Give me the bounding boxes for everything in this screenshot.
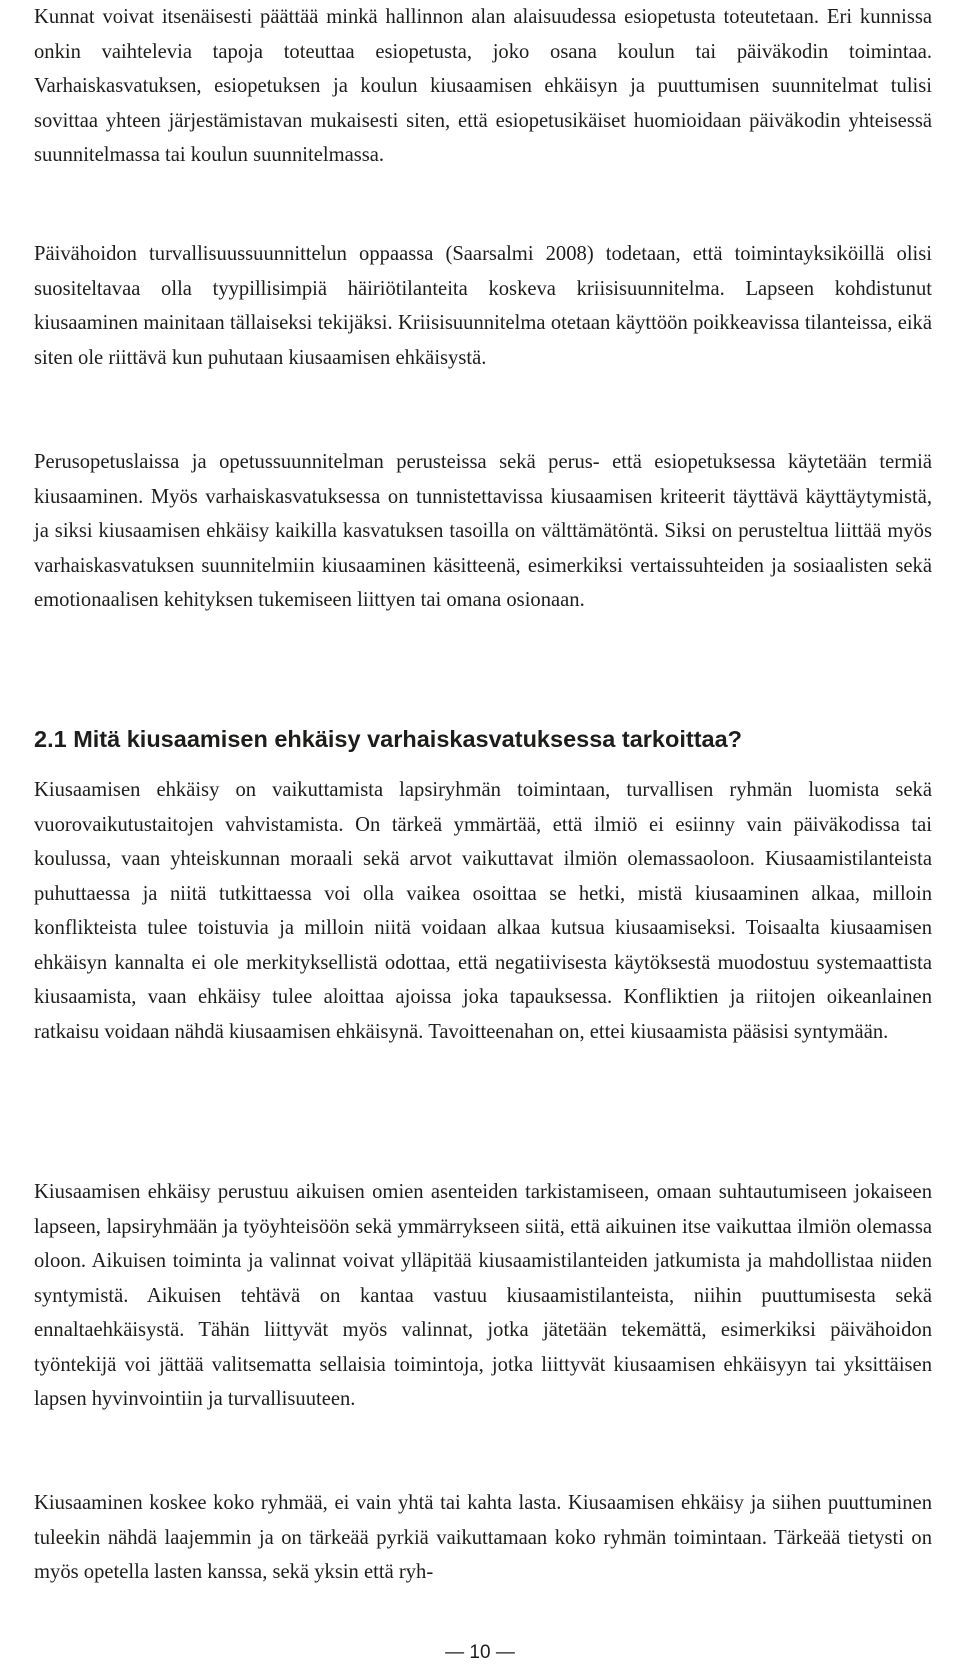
section-heading: 2.1 Mitä kiusaamisen ehkäisy varhaiskasvatuksessa tarkoittaa? — [34, 726, 743, 752]
body-paragraph: Kiusaaminen koskee koko ryhmää, ei vain yhtä tai kahta lasta. Kiusaamisen ehkäisy ja siihen puuttuminen tuleekin nähdä laajemmin ja on tärkeää pyrkiä vaikuttamaan koko ryhmän toimintaan. Tärkeää tietysti on myös opetella lasten kanssa, sekä yksin että ryh- — [34, 1492, 932, 1583]
body-paragraph: Kiusaamisen ehkäisy on vaikuttamista lapsiryhmän toimintaan, turvallisen ryhmän luomista sekä vuorovaikutustaitojen vahvistamista. On tärkeä ymmärtää, että ilmiö ei esiinny vain päiväkodissa tai koulussa, vaan yhteiskunnan moraali sekä arvot vaikuttavat ilmiön olemassaoloon. Kiusaamistilanteista puhuttaessa ja niitä tutkittaessa voi olla vaikea osoittaa se hetki, mistä kiusaaminen alkaa, milloin konflikteista tulee toistuvia ja milloin niitä voidaan alkaa kutsua kiusaamiseksi. Toisaalta kiusaamisen ehkäisyn kannalta ei ole merkityksellistä odottaa, että negatiivisesta käytöksestä muodostuu systemaattista kiusaamista, vaan ehkäisy tulee aloittaa ajoissa joka tapauksessa. Konfliktien ja riitojen oikeanlainen ratkaisu voidaan nähdä kiusaamisen ehkäisynä. Tavoitteenahan on, ettei kiusaamista pääsisi syntymään. — [34, 779, 932, 1043]
body-paragraph: Kiusaamisen ehkäisy perustuu aikuisen omien asenteiden tarkistamiseen, omaan suhtautumiseen jokaiseen lapseen, lapsiryhmään ja työyhteisöön sekä ymmärrykseen siitä, että aikuinen itse vaikuttaa ilmiön olemassa oloon. Aikuisen toiminta ja valinnat voivat ylläpitää kiusaamistilanteiden jatkumista ja mahdollistaa niiden syntymistä. Aikuisen tehtävä on kantaa vastuu kiusaamistilanteista, niihin puuttumisesta sekä ennaltaehkäisystä. Tähän liittyvät myös valinnat, jotka jätetään tekemättä, esimerkiksi päivähoidon työntekijä voi jättää valitsematta sellaisia toimintoja, jotka liittyvät kiusaamisen ehkäisyyn tai yksittäisen lapsen hyvinvointiin ja turvallisuuteen. — [34, 1181, 932, 1410]
body-paragraph: Perusopetuslaissa ja opetussuunnitelman perusteissa sekä perus- että esiopetuksessa käytetään termiä kiusaaminen. Myös varhaiskasvatuksessa on tunnistettavissa kiusaamisen kriteerit täyttävä käyttäytymistä, ja siksi kiusaamisen ehkäisy kaikilla kasvatuksen tasoilla on välttämätöntä. Siksi on perusteltua liittää myös varhaiskasvatuksen suunnitelmiin kiusaaminen käsitteenä, esimerkiksi vertaissuhteiden ja sosiaalisten sekä emotionaalisen kehityksen tukemiseen liittyen tai omana osionaan. — [34, 451, 932, 611]
page-number: — 10 — — [445, 1642, 515, 1663]
body-paragraph: Päivähoidon turvallisuussuunnittelun oppaassa (Saarsalmi 2008) todetaan, että toimintayksiköillä olisi suositeltavaa olla tyypillisimpiä häiriötilanteita koskeva kriisisuunnitelma. Lapseen kohdistunut kiusaaminen mainitaan tällaiseksi tekijäksi. Kriisisuunnitelma otetaan käyttöön poikkeavissa tilanteissa, eikä siten ole riittävä kun puhutaan kiusaamisen ehkäisystä. — [34, 243, 932, 369]
body-paragraph: Kunnat voivat itsenäisesti päättää minkä hallinnon alan alaisuudessa esiopetusta toteutetaan. Eri kunnissa onkin vaihtelevia tapoja toteuttaa esiopetusta, joko osana koulun tai päiväkodin toimintaa. Varhaiskasvatuksen, esiopetuksen ja koulun kiusaamisen ehkäisyn ja puuttumisen suunnitelmat tulisi sovittaa yhteen järjestämistavan mukaisesti siten, että esiopetusikäiset huomioidaan päiväkodin yhteisessä suunnitelmassa tai koulun suunnitelmassa. — [34, 6, 932, 166]
